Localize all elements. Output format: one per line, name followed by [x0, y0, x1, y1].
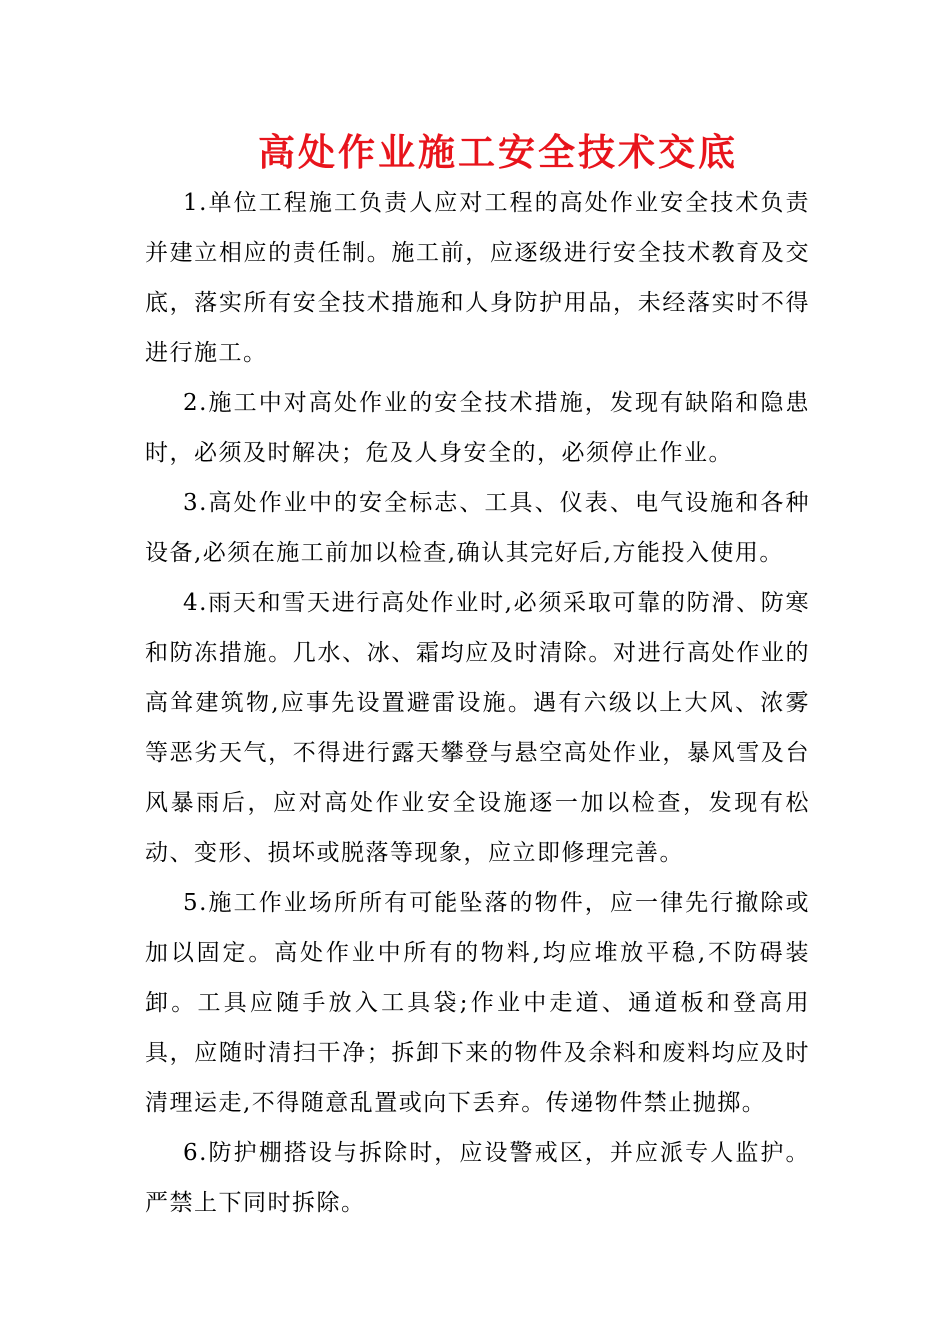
document-title: 高处作业施工安全技术交底: [258, 130, 738, 174]
document-body: [145, 178, 810, 1228]
paragraph-6: 6.防护棚搭设与拆除时，应设警戒区，并应派专人监护。严禁上下同时拆除。: [145, 1140, 810, 1216]
paragraph-3: 3.高处作业中的安全标志、工具、仪表、电气设施和各种设备,必须在施工前加以检查,确认其完好后,方能投入使用。: [145, 490, 810, 566]
paragraph-5: 5.施工作业场所所有可能坠落的物件，应一律先行撤除或加以固定。高处作业中所有的物料,均应堆放平稳,不防碍装卸。工具应随手放入工具袋;作业中走道、通道板和登高用具，应随时清扫干净；拆卸下来的物件及余料和废料均应及时清理运走,不得随意乱置或向下丢弃。传递物件禁止抛掷。: [145, 890, 810, 1116]
paragraph-4: 4.雨天和雪天进行高处作业时,必须采取可靠的防滑、防寒和防冻措施。几水、冰、霜均应及时清除。对进行高处作业的高耸建筑物,应事先设置避雷设施。遇有六级以上大风、浓雾等恶劣天气，不得进行露天攀登与悬空高处作业，暴风雪及台风暴雨后，应对高处作业安全设施逐一加以检查，发现有松动、变形、损坏或脱落等现象，应立即修理完善。: [145, 590, 810, 866]
paragraph-2: 2.施工中对高处作业的安全技术措施，发现有缺陷和隐患时，必须及时解决；危及人身安全的，必须停止作业。: [145, 390, 810, 466]
paragraph-1: 1.单位工程施工负责人应对工程的高处作业安全技术负责并建立相应的责任制。施工前，应逐级进行安全技术教育及交底，落实所有安全技术措施和人身防护用品，未经落实时不得进行施工。: [145, 190, 810, 366]
